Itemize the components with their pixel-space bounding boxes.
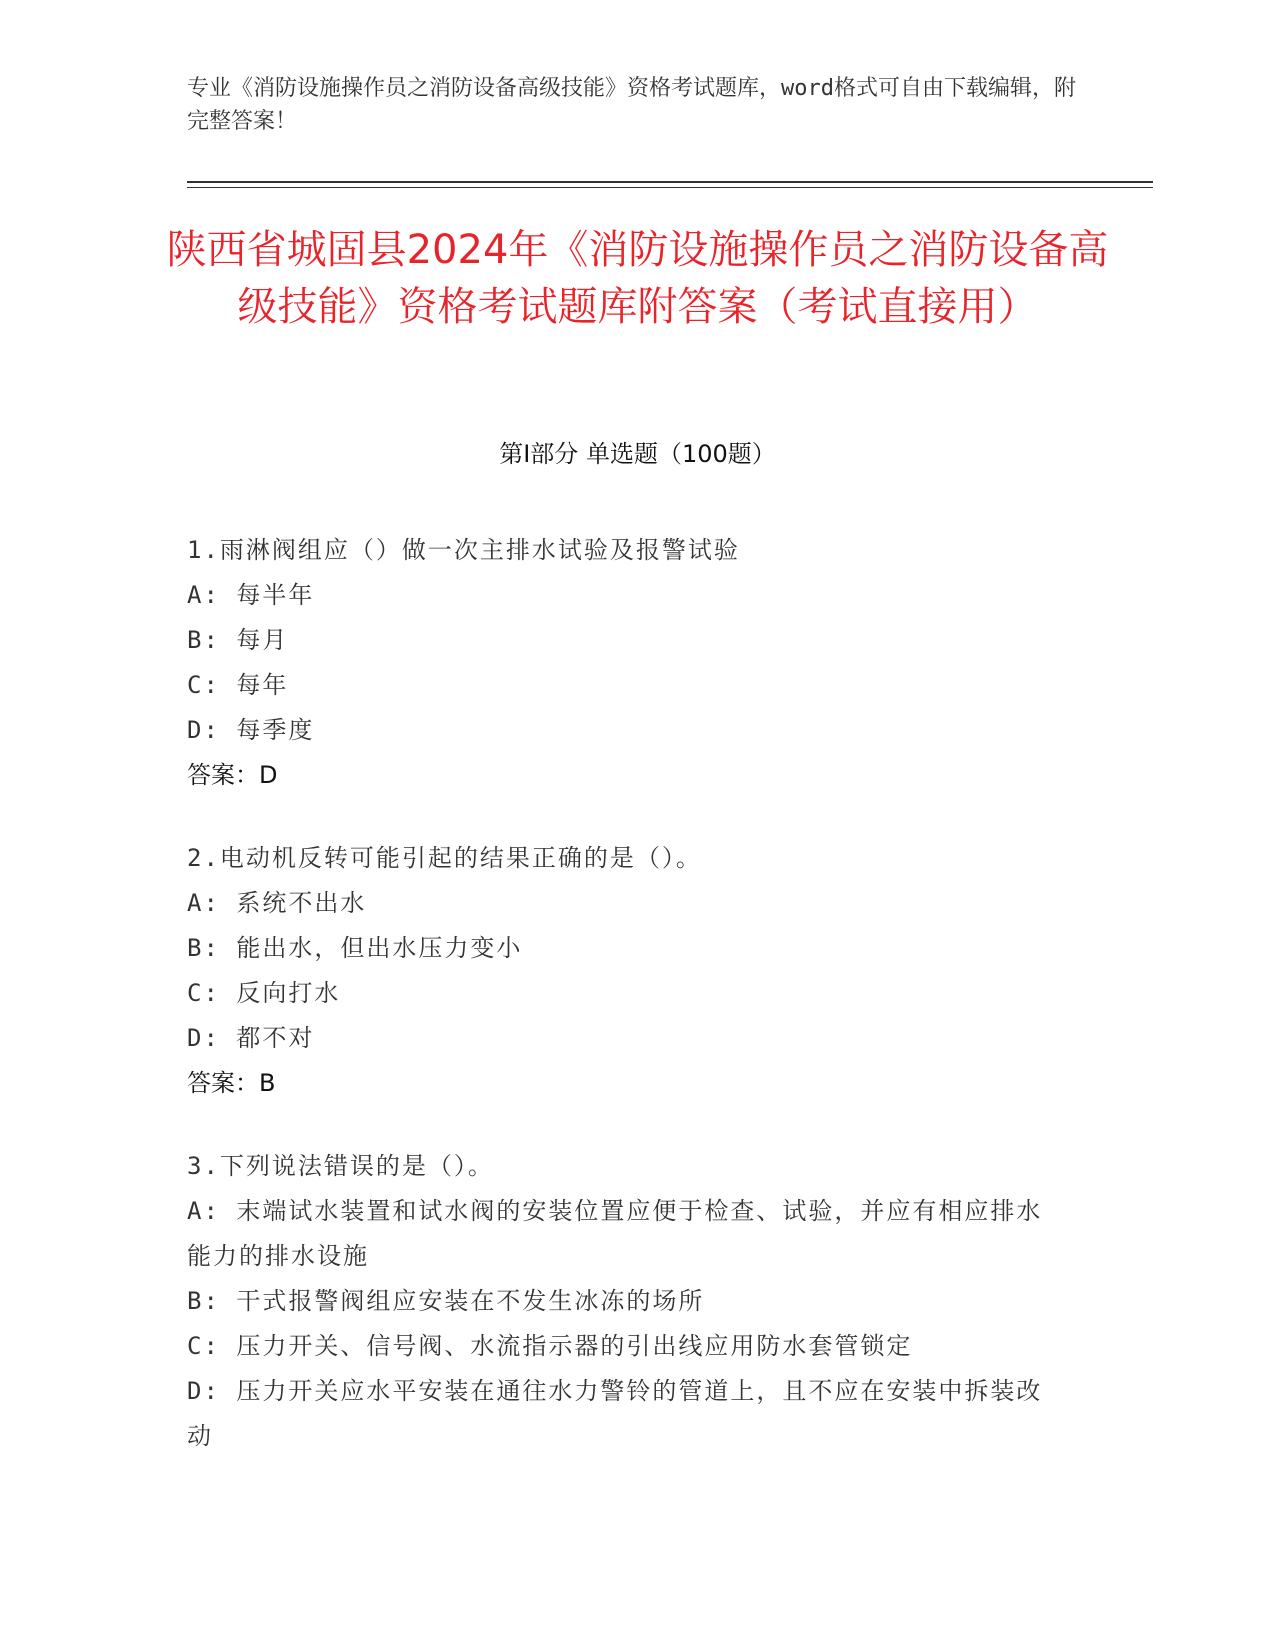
option-d: D: 每季度 [187, 716, 315, 744]
option-d: D: 都不对 [187, 1024, 315, 1052]
option-b: B: 每月 [187, 626, 289, 654]
header-divider-thin [187, 187, 1153, 188]
option-b: B: 能出水，但出水压力变小 [187, 934, 523, 962]
option-c: C: 每年 [187, 671, 289, 699]
question-list [187, 528, 1067, 1497]
question-3 [187, 1144, 1067, 1459]
question-2 [187, 836, 1067, 1106]
option-c: C: 反向打水 [187, 979, 341, 1007]
header-note: 专业《消防设施操作员之消防设备高级技能》资格考试题库，word格式可自由下载编辑，附完整答案！ [187, 76, 1076, 134]
option-a: A: 系统不出水 [187, 889, 367, 917]
option-b: B: 干式报警阀组应安装在不发生冰冻的场所 [187, 1287, 705, 1315]
option-c: C: 压力开关、信号阀、水流指示器的引出线应用防水套管锁定 [187, 1332, 913, 1360]
option-a: A: 末端试水装置和试水阀的安装位置应便于检查、试验，并应有相应排水能力的排水设施 [187, 1197, 1043, 1270]
option-d: D: 压力开关应水平安装在通往水力警铃的管道上，且不应在安装中拆装改动 [187, 1377, 1043, 1450]
question-stem: 2.电动机反转可能引起的结果正确的是（）。 [187, 844, 702, 872]
answer: 答案：B [187, 1069, 276, 1097]
answer: 答案：D [187, 761, 278, 789]
question-stem: 1.雨淋阀组应（）做一次主排水试验及报警试验 [187, 536, 740, 564]
header-divider-thick [187, 181, 1153, 183]
section-heading: 第I部分 单选题（100题） [499, 440, 776, 468]
option-a: A: 每半年 [187, 581, 315, 609]
question-stem: 3.下列说法错误的是（）。 [187, 1152, 494, 1180]
question-1 [187, 528, 1067, 798]
document-title: 陕西省城固县2024年《消防设施操作员之消防设备高级技能》资格考试题库附答案（考试直接用） [166, 227, 1109, 330]
